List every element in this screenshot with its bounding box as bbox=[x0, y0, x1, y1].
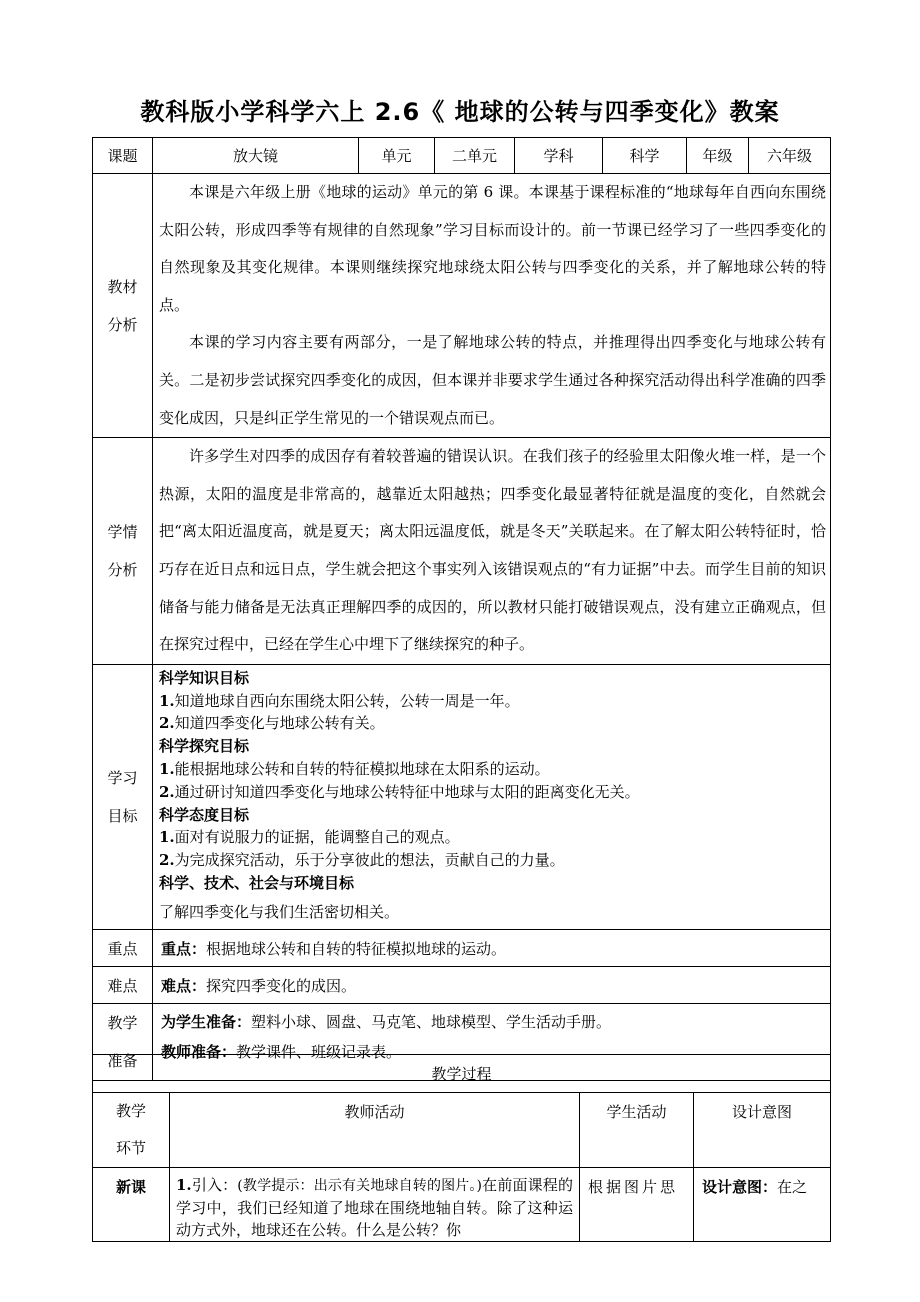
process-row-teacher: 1.引入：(教学提示：出示有关地球自转的图片。)在前面课程的学习中，我们已经知道了地球在围绕地轴自转。除了这种运动方式外，地球还在公转。什么是公转？你 bbox=[170, 1168, 580, 1242]
material-row bbox=[93, 174, 831, 438]
material-paragraph-1: 本课是六年级上册《地球的运动》单元的第 6 课。本课基于课程标准的“地球每年自西向东围绕太阳公转，形成四季等有规律的自然现象”学习目标而设计的。前一节课已经学习了一些四季变化的自然现象及其变化规律。本课则继续探究地球绕太阳公转与四季变化的关系，并了解地球公转的特点。 bbox=[159, 183, 826, 314]
students-row bbox=[93, 438, 831, 665]
sts-goal-title: 科学、技术、社会与环境目标 bbox=[159, 873, 355, 892]
key-point-content: 重点：根据地球公转和自转的特征模拟地球的运动。 bbox=[153, 930, 831, 967]
prep-teacher: 教师准备：教学课件、班级记录表。 bbox=[161, 1043, 402, 1062]
subject-value: 科学 bbox=[603, 138, 687, 174]
process-student-header: 学生活动 bbox=[580, 1093, 694, 1168]
material-paragraph-2: 本课的学习内容主要有两部分，一是了解地球公转的特点，并推理得出四季变化与地球公转有关。二是初步尝试探究四季变化的成因，但本课并非要求学生通过各种探究活动得出科学准确的四季变化成因，只是纠正学生常见的一个错误观点而已。 bbox=[159, 333, 826, 427]
students-content bbox=[153, 438, 831, 665]
key-point-label: 重点 bbox=[93, 930, 153, 967]
inquiry-goal-1: 1.能根据地球公转和自转的特征模拟地球在太阳系的运动。 bbox=[159, 759, 550, 778]
process-table bbox=[92, 1054, 831, 1242]
process-row-student: 根据图片思 bbox=[580, 1168, 694, 1242]
goals-content bbox=[153, 664, 831, 930]
process-row-design: 设计意图：在之 bbox=[694, 1168, 831, 1242]
process-title: 教学过程 bbox=[93, 1055, 831, 1093]
students-label: 学情 分析 bbox=[93, 438, 153, 665]
material-label: 教材 分析 bbox=[93, 174, 153, 438]
difficulty-row bbox=[93, 967, 831, 1004]
process-row bbox=[93, 1168, 831, 1242]
unit-label: 单元 bbox=[359, 138, 435, 174]
prep-label: 教学 准备 bbox=[93, 1004, 153, 1081]
prep-student: 为学生准备：塑料小球、圆盘、马克笔、地球模型、学生活动手册。 bbox=[161, 1013, 612, 1032]
difficulty-content: 难点：探究四季变化的成因。 bbox=[153, 967, 831, 1004]
subject-label: 学科 bbox=[515, 138, 603, 174]
document-title: 教科版小学科学六上 2.6《 地球的公转与四季变化》教案 bbox=[140, 98, 780, 126]
key-point-row bbox=[93, 930, 831, 967]
header-row bbox=[93, 138, 831, 174]
keti-value: 放大镜 bbox=[153, 138, 359, 174]
process-row-stage: 新课 bbox=[93, 1168, 170, 1242]
goals-label: 学习 目标 bbox=[93, 664, 153, 930]
keti-label: 课题 bbox=[93, 138, 153, 174]
grade-label: 年级 bbox=[687, 138, 749, 174]
knowledge-goal-2: 2.知道四季变化与地球公转有关。 bbox=[159, 714, 385, 733]
material-content bbox=[153, 174, 831, 438]
lesson-info-table bbox=[92, 137, 831, 1081]
process-header-row bbox=[93, 1093, 831, 1168]
inquiry-goal-title: 科学探究目标 bbox=[159, 737, 250, 756]
students-paragraph: 许多学生对四季的成因存有着较普遍的错误认识。在我们孩子的经验里太阳像火堆一样，是一个热源，太阳的温度是非常高的，越靠近太阳越热；四季变化最显著特征就是温度的变化，自然就会把“离太阳近温度高，就是夏天；离太阳远温度低，就是冬天”关联起来。在了解太阳公转特征时，恰巧存在近日点和远日点，学生就会把这个事实列入该错误观点的“有力证据”中去。而学生目前的知识储备与能力储备是无法真正理解四季的成因的，所以教材只能打破错误观点，没有建立正确观点，但在探究过程中，已经在学生心中埋下了继续探究的种子。 bbox=[159, 447, 826, 654]
knowledge-goal-1: 1.知道地球自西向东围绕太阳公转，公转一周是一年。 bbox=[159, 691, 520, 710]
difficulty-label: 难点 bbox=[93, 967, 153, 1004]
attitude-goal-title: 科学态度目标 bbox=[159, 805, 250, 824]
process-title-row bbox=[93, 1055, 831, 1093]
attitude-goal-2: 2.为完成探究活动，乐于分享彼此的想法，贡献自己的力量。 bbox=[159, 851, 565, 870]
unit-value: 二单元 bbox=[435, 138, 515, 174]
process-design-header: 设计意图 bbox=[694, 1093, 831, 1168]
knowledge-goal-title: 科学知识目标 bbox=[159, 668, 250, 687]
goals-row bbox=[93, 664, 831, 930]
grade-value: 六年级 bbox=[749, 138, 831, 174]
process-stage-header: 教学 环节 bbox=[93, 1093, 170, 1168]
sts-goal-1: 了解四季变化与我们生活密切相关。 bbox=[159, 902, 400, 921]
attitude-goal-1: 1.面对有说服力的证据，能调整自己的观点。 bbox=[159, 828, 460, 847]
process-teacher-header: 教师活动 bbox=[170, 1093, 580, 1168]
inquiry-goal-2: 2.通过研讨知道四季变化与地球公转特征中地球与太阳的距离变化无关。 bbox=[159, 782, 640, 801]
